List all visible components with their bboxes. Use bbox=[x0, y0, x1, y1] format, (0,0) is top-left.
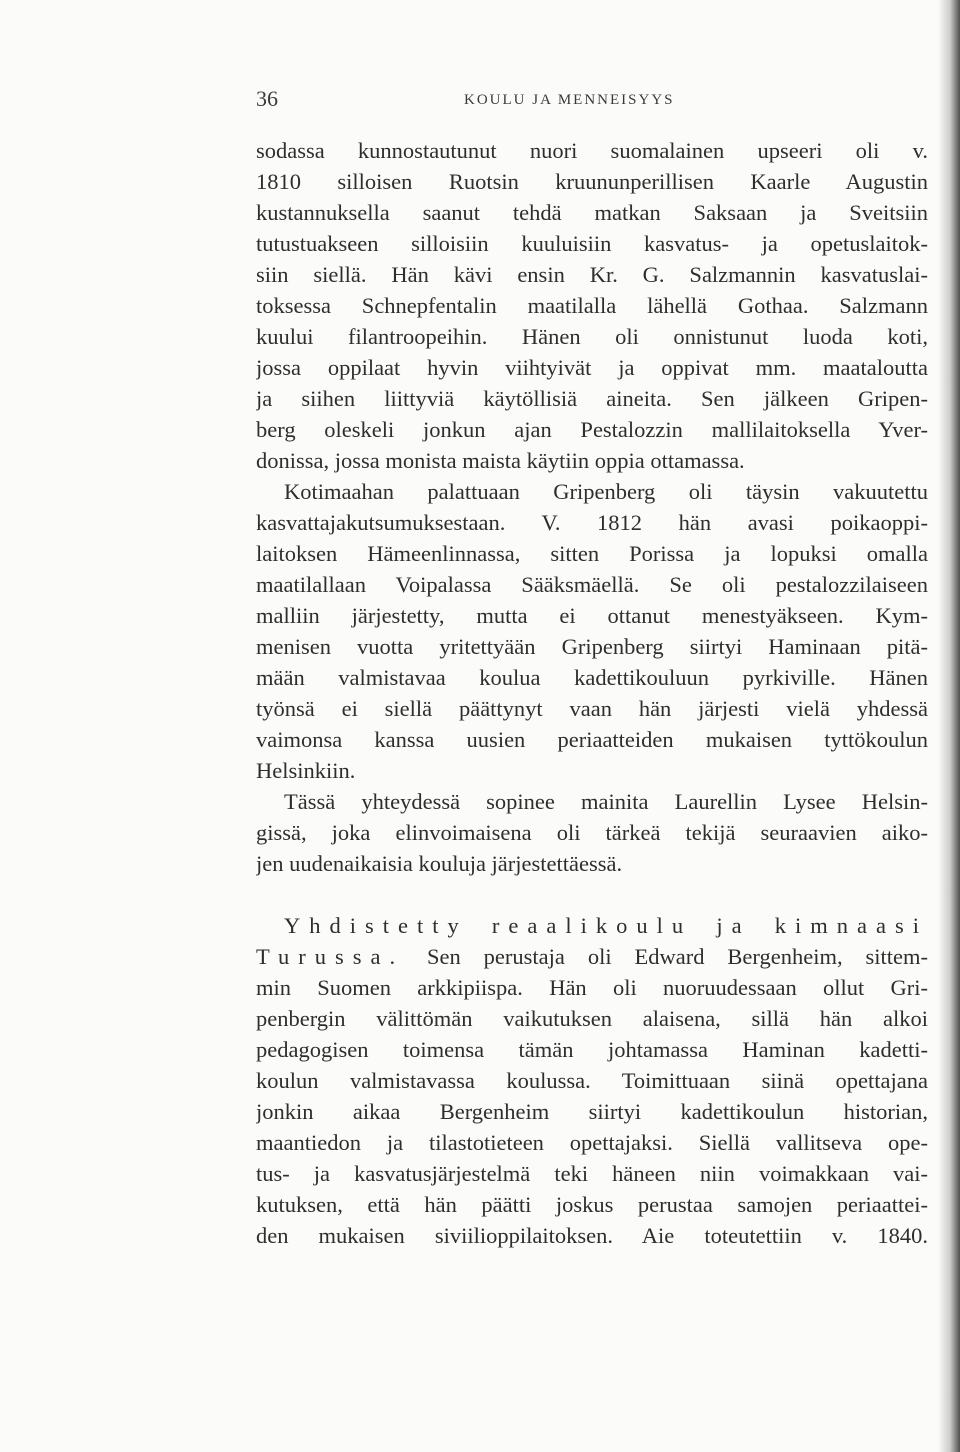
text-line: kutuksen, että hän päätti joskus perustaa samojen periaattei- bbox=[256, 1192, 928, 1217]
paragraph-1 bbox=[256, 135, 928, 476]
text-line: työnsä ei siellä päättynyt vaan hän järjesti vielä yhdessä bbox=[256, 696, 928, 721]
text-line: kasvattajakutsumuksestaan. V. 1812 hän avasi poikaoppi- bbox=[256, 510, 928, 535]
text-line: sodassa kunnostautunut nuori suomalainen upseeri oli v. bbox=[256, 138, 928, 163]
text-line-rest: Sen perustaja oli Edward Bergenheim, sittem- bbox=[404, 944, 928, 969]
text-line: toksessa Schnepfentalin maatilalla lähellä Gothaa. Salzmann bbox=[256, 293, 928, 318]
text-line: 1810 silloisen Ruotsin kruununperillisen Kaarle Augustin bbox=[256, 169, 928, 194]
text-line: Tässä yhteydessä sopinee mainita Laurellin Lysee Helsin- bbox=[284, 789, 928, 814]
text-line: berg oleskeli jonkun ajan Pestalozzin mallilaitoksella Yver- bbox=[256, 417, 928, 442]
text-line: jonkin aikaa Bergenheim siirtyi kadettikoulun historian, bbox=[256, 1099, 928, 1124]
text-line: tutustuakseen silloisiin kuuluisiin kasvatus- ja opetuslaitok- bbox=[256, 231, 928, 256]
text-line: kuului filantroopeihin. Hänen oli onnistunut luoda koti, bbox=[256, 324, 928, 349]
text-line: koulun valmistavassa koulussa. Toimittuaan siinä opettajana bbox=[256, 1068, 928, 1093]
text-line: menisen vuotta yritettyään Gripenberg siirtyi Haminaan pitä- bbox=[256, 634, 928, 659]
page-header bbox=[256, 84, 928, 114]
text-line: tus- ja kasvatusjärjestelmä teki häneen niin voimakkaan vai- bbox=[256, 1161, 928, 1186]
text-line: Helsinkiin. bbox=[256, 758, 356, 783]
text-line: siin siellä. Hän kävi ensin Kr. G. Salzmannin kasvatuslai- bbox=[256, 262, 928, 287]
page-number: 36 bbox=[256, 86, 278, 111]
text-line: mään valmistavaa koulua kadettikouluun pyrkiville. Hänen bbox=[256, 665, 928, 690]
text-line: pedagogisen toimensa tämän johtamassa Haminan kadetti- bbox=[256, 1037, 928, 1062]
text-line: ja siihen liittyviä käytöllisiä aineita. Sen jälkeen Gripen- bbox=[256, 386, 928, 411]
text-line: jen uudenaikaisia kouluja järjestettäessä. bbox=[256, 851, 623, 876]
paragraph-4 bbox=[256, 910, 928, 1251]
text-line: malliin järjestetty, mutta ei ottanut menestyäkseen. Kym- bbox=[256, 603, 928, 628]
paragraph-2 bbox=[256, 476, 928, 786]
text-line: min Suomen arkkipiispa. Hän oli nuoruudessaan ollut Gri- bbox=[256, 975, 928, 1000]
text-line: kustannuksella saanut tehdä matkan Saksaan ja Sveitsiin bbox=[256, 200, 928, 225]
section-heading: Yhdistetty reaalikoulu ja kimnaasi bbox=[284, 913, 928, 938]
text-line: vaimonsa kanssa uusien periaatteiden mukaisen tyttökoulun bbox=[256, 727, 928, 752]
text-line: maatilallaan Voipalassa Sääksmäellä. Se oli pestalozzilaiseen bbox=[256, 572, 928, 597]
text-line: Kotimaahan palattuaan Gripenberg oli täysin vakuutettu bbox=[284, 479, 928, 504]
text-line: laitoksen Hämeenlinnassa, sitten Porissa ja lopuksi omalla bbox=[256, 541, 928, 566]
text-line: den mukaisen siviilioppilaitoksen. Aie toteutettiin v. 1840. bbox=[256, 1223, 928, 1248]
paragraph-3 bbox=[256, 786, 928, 879]
text-line: maantiedon ja tilastotieteen opettajaksi. Siellä vallitseva ope- bbox=[256, 1130, 928, 1155]
paragraph-gap bbox=[256, 879, 928, 910]
page-binding-shadow bbox=[938, 0, 960, 1452]
text-line: donissa, jossa monista maista käytiin oppia ottamassa. bbox=[256, 448, 745, 473]
section-heading-continued: Turussa. bbox=[256, 944, 405, 969]
text-line: jossa oppilaat hyvin viihtyivät ja oppivat mm. maataloutta bbox=[256, 355, 928, 380]
text-line: penbergin välittömän vaikutuksen alaisena, sillä hän alkoi bbox=[256, 1006, 928, 1031]
text-line: gissä, joka elinvoimaisena oli tärkeä tekijä seuraavien aiko- bbox=[256, 820, 928, 845]
text-line bbox=[256, 941, 928, 972]
running-head: KOULU JA MENNEISYYS bbox=[464, 92, 675, 108]
body-text bbox=[256, 135, 928, 1251]
